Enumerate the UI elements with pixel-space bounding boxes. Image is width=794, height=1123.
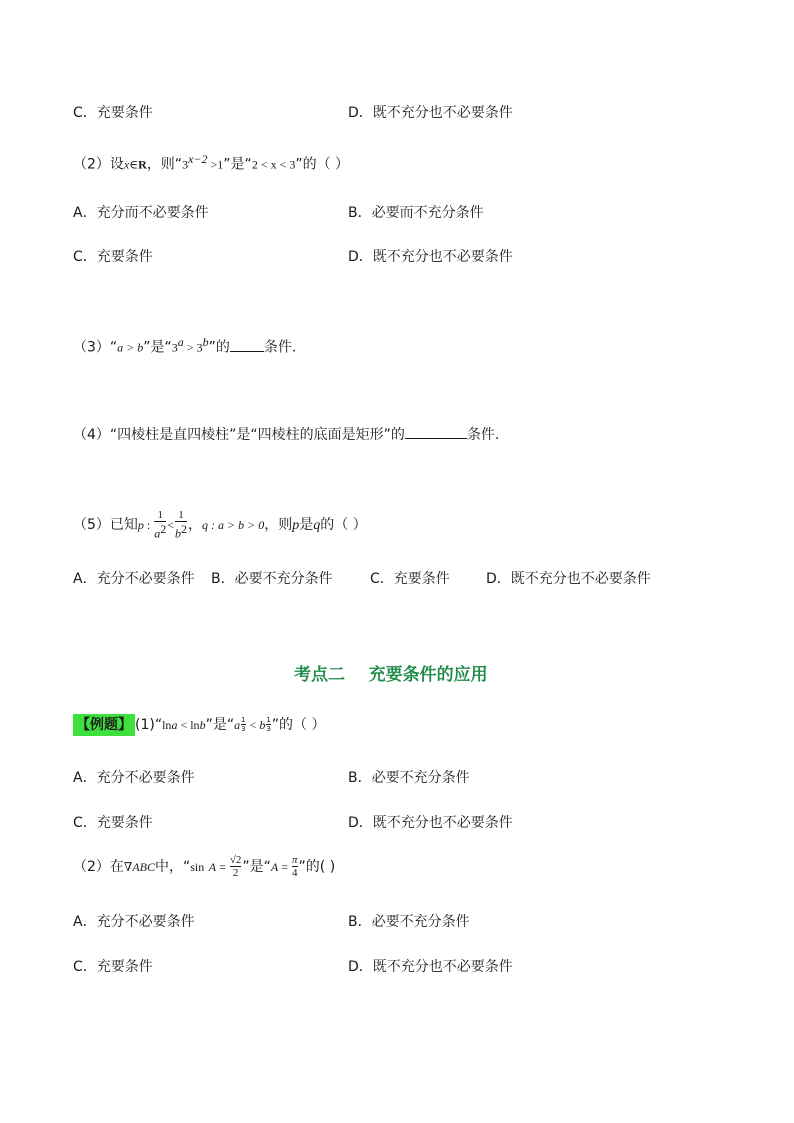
fraction: $\frac{1}{b^2}$ — [175, 509, 188, 541]
q5-option-b: B．必要不充分条件 — [211, 571, 333, 587]
ex1-option-d: D．既不充分也不必要条件 — [348, 815, 513, 831]
example-tag: 【例题】 — [73, 714, 135, 736]
fraction: $\frac{√2}{2}$ — [229, 854, 242, 879]
q2-option-c: C．充要条件 — [73, 249, 153, 265]
question-3: （3）“a > b”是“$3^a > 3^b$”的 条件. — [73, 335, 297, 356]
section-heading: 考点二 充要条件的应用 — [294, 665, 488, 685]
exponent-fraction: $\frac{1}{3}$ — [241, 716, 246, 733]
ex2-option-c: C．充要条件 — [73, 959, 153, 975]
option-d: D．既不充分也不必要条件 — [348, 105, 513, 121]
q5-option-d: D．既不充分也不必要条件 — [486, 571, 651, 587]
q2-option-d: D．既不充分也不必要条件 — [348, 249, 513, 265]
example-question-2: （2）在∇ABC中，“sin A = $\frac{√2}{2}$ ”是“A = $\frac{\pi}{4}$ ”的( ) — [73, 854, 336, 879]
example-question-1: 【例题】 (1)“lna < lnb”是“a $\frac{1}{3}$ < b $\frac{1}{3}$ ”的（ ） — [73, 714, 326, 734]
ex1-option-a: A．充分不必要条件 — [73, 770, 195, 786]
ex2-option-b: B．必要不充分条件 — [348, 914, 470, 930]
question-2: （2）设x∈R，则“$3^{x-2} >1$”是“2 < x < 3”的（ ） — [73, 152, 350, 173]
answer-blank[interactable] — [230, 339, 264, 352]
fraction: $\frac{1}{a^2}$ — [154, 509, 167, 541]
fraction: $\frac{\pi}{4}$ — [292, 854, 298, 879]
q5-option-a: A．充分不必要条件 — [73, 571, 195, 587]
exponent-fraction: $\frac{1}{3}$ — [266, 716, 271, 733]
question-4: （4）“四棱柱是直四棱柱”是“四棱柱的底面是矩形”的 条件. — [73, 427, 500, 443]
q2-option-b: B．必要而不充分条件 — [348, 205, 484, 221]
answer-blank[interactable] — [405, 426, 467, 439]
ex1-option-c: C．充要条件 — [73, 815, 153, 831]
ex2-option-d: D．既不充分也不必要条件 — [348, 959, 513, 975]
ex2-option-a: A．充分不必要条件 — [73, 914, 195, 930]
question-5: （5）已知p : $\frac{1}{a^2}$ < $\frac{1}{b^2}$ ，q : a > b > 0，则p是q的（ ） — [73, 509, 367, 541]
ex1-option-b: B．必要不充分条件 — [348, 770, 470, 786]
q2-option-a: A．充分而不必要条件 — [73, 205, 209, 221]
q5-option-c: C．充要条件 — [370, 571, 450, 587]
option-c: C．充要条件 — [73, 105, 153, 121]
